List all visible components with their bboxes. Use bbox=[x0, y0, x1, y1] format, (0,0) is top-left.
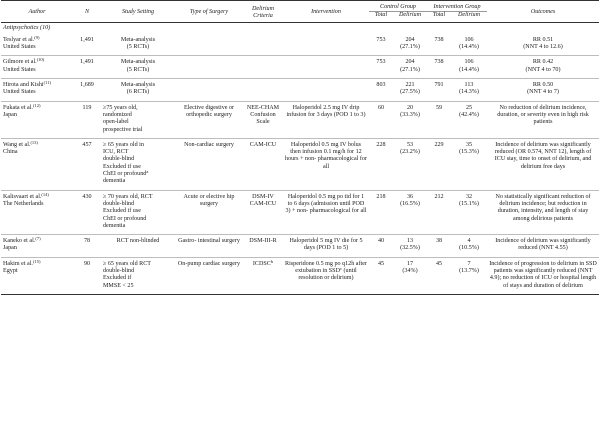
header-intervention-delirium: Delirium bbox=[458, 12, 481, 19]
section-row bbox=[1, 22, 599, 34]
cell-intervention bbox=[283, 235, 369, 258]
footnote-marker: (9) bbox=[34, 34, 40, 40]
cell-criteria bbox=[243, 34, 283, 56]
outcome-line: No statistically significant reduction of delirium incidence; but reduction in duration, intensity, and length of stay among delirious patients bbox=[495, 193, 591, 222]
header-outcomes: Outcomes bbox=[530, 9, 556, 16]
cell-intervention bbox=[283, 34, 369, 56]
setting-line: ChEI or profound bbox=[103, 171, 147, 178]
cell-intervention-delirium bbox=[451, 235, 487, 258]
cell-control-total: 218 bbox=[376, 193, 386, 200]
delirium-value: 20 bbox=[406, 104, 414, 111]
author-country: Japan bbox=[3, 111, 17, 118]
setting-line: randomized bbox=[103, 111, 132, 118]
footnote-marker: (11) bbox=[43, 80, 51, 86]
outcome-line: RR 0.51 bbox=[532, 36, 554, 43]
cell-author bbox=[1, 101, 73, 138]
header-setting: Study Setting bbox=[122, 9, 154, 16]
delirium-value: (42.4%) bbox=[459, 111, 479, 118]
outcome-line: RR 0.42 bbox=[532, 59, 554, 66]
cell-outcomes bbox=[487, 56, 599, 79]
setting-line: (5 RCTs) bbox=[126, 66, 150, 73]
setting-line: Meta-analysis bbox=[120, 82, 156, 89]
setting-line: Excluded if use bbox=[103, 163, 141, 170]
cell-criteria bbox=[243, 138, 283, 190]
delirium-value: (14.3%) bbox=[459, 89, 479, 96]
cell-setting bbox=[101, 257, 175, 294]
cell-control-delirium bbox=[393, 34, 427, 56]
delirium-value: 7 bbox=[467, 260, 471, 267]
criteria-text: NEE-CHAM Confusion Scale bbox=[246, 104, 280, 126]
table-row bbox=[1, 257, 599, 294]
cell-control-delirium bbox=[393, 101, 427, 138]
cell-surgery bbox=[175, 34, 243, 56]
delirium-value: 17 bbox=[406, 260, 414, 267]
cell-setting bbox=[101, 34, 175, 56]
header-surgery: Type of Surgery bbox=[189, 9, 229, 16]
cell-intervention-total: 45 bbox=[435, 260, 443, 267]
cell-control-delirium bbox=[393, 257, 427, 294]
cell-control-delirium bbox=[393, 190, 427, 234]
cell-control-delirium bbox=[393, 138, 427, 190]
cell-intervention-total: 791 bbox=[434, 82, 444, 89]
cell-criteria bbox=[243, 101, 283, 138]
cell-control-total: 753 bbox=[376, 36, 386, 43]
cell-outcomes bbox=[487, 257, 599, 294]
delirium-value: 204 bbox=[405, 36, 415, 43]
author-name: Kalisvaart et al. bbox=[3, 193, 42, 200]
setting-line: Meta-analysis bbox=[120, 59, 156, 66]
cell-intervention-delirium bbox=[451, 79, 487, 102]
cell-control-total: 228 bbox=[376, 141, 386, 148]
outcome-line: (NNT 4 to 7) bbox=[527, 89, 559, 96]
intervention-text: Haloperidol 2.5 mg IV drip infusion for 3 days (POD 1 to 3) bbox=[286, 104, 366, 118]
intervention-text: Haloperidol 5 mg IV die for 5 days (POD 1 to 5) bbox=[289, 238, 363, 252]
cell-control-delirium bbox=[393, 79, 427, 102]
footnote-marker: (12) bbox=[32, 102, 41, 108]
footnote-marker: c bbox=[339, 266, 342, 272]
setting-line: ≥ 65 years old RCT bbox=[103, 260, 152, 267]
criteria-text: DSM-IV CAM-ICU bbox=[249, 193, 277, 207]
author-name: Fukata et al. bbox=[3, 104, 33, 111]
delirium-value: (27.1%) bbox=[400, 66, 420, 73]
delirium-value: (14.4%) bbox=[459, 44, 479, 51]
delirium-value: (14.4%) bbox=[459, 66, 479, 73]
footnote-marker: (10) bbox=[36, 57, 45, 63]
delirium-value: (15.1%) bbox=[459, 200, 479, 207]
cell-n: 90 bbox=[83, 260, 91, 267]
footnote-marker: a bbox=[146, 169, 149, 175]
author-name: Hakim et al. bbox=[3, 260, 33, 267]
setting-line: (5 RCTs) bbox=[126, 44, 150, 51]
cell-n: 430 bbox=[82, 193, 92, 200]
cell-author bbox=[1, 138, 73, 190]
author-name: Teslyar et al. bbox=[3, 36, 35, 43]
delirium-value: (10.5%) bbox=[459, 245, 479, 252]
cell-intervention bbox=[283, 79, 369, 102]
table-row bbox=[1, 79, 599, 102]
setting-line: prospective trial bbox=[103, 126, 143, 133]
study-table bbox=[1, 0, 599, 295]
author-name: Gilmore et al. bbox=[3, 59, 37, 66]
cell-setting bbox=[101, 56, 175, 79]
outcome-line: (NNT 4 to 70) bbox=[525, 66, 561, 73]
footnote-marker: (13) bbox=[30, 139, 38, 145]
section-label: Antipsychotics (10) bbox=[3, 24, 51, 31]
author-name: Wang et al. bbox=[3, 141, 31, 148]
criteria-text: CAM-ICU bbox=[249, 141, 277, 148]
cell-intervention-delirium bbox=[451, 56, 487, 79]
outcome-line: (NNT 4 to 12.6) bbox=[523, 44, 563, 51]
setting-line: (6 RCTs) bbox=[126, 89, 150, 96]
delirium-value: (13.7%) bbox=[459, 268, 479, 275]
cell-outcomes bbox=[487, 34, 599, 56]
header-author: Author bbox=[28, 9, 46, 16]
delirium-value: (27.5%) bbox=[400, 89, 420, 96]
cell-setting bbox=[101, 235, 175, 258]
cell-intervention-total: 212 bbox=[434, 193, 444, 200]
table-row bbox=[1, 56, 599, 79]
cell-criteria bbox=[243, 79, 283, 102]
delirium-value: 221 bbox=[405, 82, 415, 89]
header-n: N bbox=[84, 9, 90, 16]
footnote-marker: (15) bbox=[32, 258, 41, 264]
delirium-value: (34%) bbox=[402, 268, 418, 275]
cell-setting bbox=[101, 190, 175, 234]
delirium-value: 35 bbox=[465, 141, 473, 148]
cell-intervention-total: 738 bbox=[434, 59, 444, 66]
setting-line: Meta-analysis bbox=[120, 36, 156, 43]
delirium-value: 53 bbox=[406, 141, 414, 148]
cell-n: 78 bbox=[83, 238, 91, 245]
outcome-line: Incidence of delirium was significantly reduced (OR 0.574, NNT 12), length of ICU stay, time to onset of delirium, and delirium free days bbox=[494, 141, 592, 170]
cell-intervention bbox=[283, 257, 369, 294]
cell-author bbox=[1, 235, 73, 258]
author-name: Hirota and Kishi bbox=[3, 82, 44, 89]
setting-line: ≥ 70 years old, RCT bbox=[103, 193, 153, 200]
cell-n: 1,689 bbox=[80, 82, 94, 89]
criteria-text: ICDSC bbox=[252, 260, 271, 267]
setting-line: RCT non-blinded bbox=[116, 238, 160, 245]
cell-control-delirium bbox=[393, 235, 427, 258]
cell-surgery: Non-cardiac surgery bbox=[184, 141, 234, 148]
intervention-tail: (until resolution or delirium) bbox=[298, 268, 357, 282]
cell-n: 1,491 bbox=[80, 36, 94, 43]
setting-line: ChEI or profound bbox=[103, 215, 147, 222]
setting-line: ICU, RCT bbox=[103, 149, 129, 156]
header-intervention: Intervention bbox=[311, 9, 341, 16]
footnote-marker: (7) bbox=[35, 236, 41, 242]
author-country: China bbox=[3, 149, 18, 156]
delirium-value: (16.5%) bbox=[400, 200, 420, 207]
header-row bbox=[1, 1, 599, 12]
header-delirium-criteria: Delirium Criteria bbox=[251, 5, 274, 19]
cell-control-total: 60 bbox=[377, 104, 385, 111]
delirium-value: (23.2%) bbox=[400, 149, 420, 156]
cell-author bbox=[1, 56, 73, 79]
cell-intervention-total: 59 bbox=[435, 104, 443, 111]
setting-line: dementia bbox=[103, 222, 126, 229]
setting-line: MMSE < 25 bbox=[103, 282, 134, 289]
delirium-value: 36 bbox=[406, 193, 414, 200]
author-country: The Netherlands bbox=[3, 200, 44, 207]
cell-outcomes bbox=[487, 235, 599, 258]
delirium-value: 113 bbox=[464, 82, 474, 89]
delirium-value: (27.1%) bbox=[400, 44, 420, 51]
setting-line: double-blind bbox=[103, 156, 135, 163]
delirium-value: 106 bbox=[464, 36, 474, 43]
setting-line: dementia bbox=[103, 178, 126, 185]
delirium-value: 106 bbox=[464, 59, 474, 66]
table-row bbox=[1, 138, 599, 190]
setting-line: double-blind bbox=[103, 268, 135, 275]
cell-author bbox=[1, 257, 73, 294]
cell-criteria bbox=[243, 190, 283, 234]
outcome-line: RR 0.50 bbox=[532, 82, 554, 89]
cell-surgery: On-pump cardiac surgery bbox=[177, 260, 241, 267]
intervention-text: Haloperidol 0.5 mg po tid for 1 to 6 days (admission until POD 3) + non- pharmacological for all bbox=[285, 193, 367, 215]
cell-intervention-total: 229 bbox=[434, 141, 444, 148]
cell-setting bbox=[101, 79, 175, 102]
outcome-line: Incidence of progression to delirium in SSD patients was significantly reduced (NNT 4.9); no reduction of ICU or hospital length of stays and duration of delirium bbox=[489, 260, 597, 289]
cell-intervention bbox=[283, 138, 369, 190]
cell-outcomes bbox=[487, 101, 599, 138]
delirium-value: 25 bbox=[465, 104, 473, 111]
footnote-marker: (14) bbox=[41, 191, 49, 197]
header-control-delirium: Delirium bbox=[399, 12, 422, 19]
setting-line: open-label bbox=[103, 119, 129, 126]
cell-author bbox=[1, 34, 73, 56]
header-intervention-group: Intervention Group bbox=[427, 1, 487, 12]
cell-control-total: 40 bbox=[377, 238, 385, 245]
cell-surgery: Acute or elective hip surgery bbox=[183, 193, 235, 207]
author-country: United States bbox=[3, 44, 36, 51]
cell-surgery: Elective digestive or orthopedic surgery bbox=[183, 104, 235, 118]
cell-intervention-total: 738 bbox=[434, 36, 444, 43]
cell-criteria bbox=[243, 56, 283, 79]
author-country: Japan bbox=[3, 245, 17, 252]
cell-intervention-delirium bbox=[451, 101, 487, 138]
cell-author bbox=[1, 79, 73, 102]
cell-outcomes bbox=[487, 79, 599, 102]
cell-intervention-delirium bbox=[451, 190, 487, 234]
cell-intervention bbox=[283, 190, 369, 234]
header-control-total: Total bbox=[374, 12, 388, 19]
setting-line: ≥75 years old, bbox=[103, 104, 138, 111]
delirium-value: (15.3%) bbox=[459, 149, 479, 156]
cell-control-delirium bbox=[393, 56, 427, 79]
setting-line: double-blind bbox=[103, 200, 135, 207]
cell-surgery bbox=[175, 79, 243, 102]
cell-criteria bbox=[243, 235, 283, 258]
cell-surgery: Gastro- intestinal surgery bbox=[178, 238, 240, 245]
cell-surgery bbox=[175, 56, 243, 79]
criteria-text: DSM-III-R bbox=[249, 238, 277, 245]
table-row bbox=[1, 34, 599, 56]
cell-control-total: 753 bbox=[376, 59, 386, 66]
setting-line: Excluded if bbox=[103, 275, 132, 282]
delirium-value: 32 bbox=[465, 193, 473, 200]
intervention-text: Haloperidol 0.5 mg IV bolus then infusion 0.1 mg/h for 12 hours + non- pharmacological for all bbox=[285, 141, 367, 170]
outcome-line: Incidence of delirium was significantly reduced (NNT 4.55) bbox=[495, 238, 591, 252]
header-control-group: Control Group bbox=[369, 1, 427, 12]
cell-intervention-delirium bbox=[451, 138, 487, 190]
cell-outcomes bbox=[487, 138, 599, 190]
delirium-value: (33.3%) bbox=[400, 111, 420, 118]
cell-criteria bbox=[243, 257, 283, 294]
cell-n: 1,491 bbox=[80, 59, 94, 66]
cell-outcomes bbox=[487, 190, 599, 234]
author-country: Egypt bbox=[3, 268, 18, 275]
cell-intervention bbox=[283, 56, 369, 79]
header-intervention-total: Total bbox=[432, 12, 446, 19]
cell-author bbox=[1, 190, 73, 234]
outcome-line: No reduction of delirium incidence, duration, or severity even in high risk patients bbox=[497, 104, 589, 126]
cell-setting bbox=[101, 101, 175, 138]
cell-intervention-delirium bbox=[451, 34, 487, 56]
author-country: United States bbox=[3, 89, 36, 96]
setting-line: Excluded if use bbox=[103, 208, 141, 215]
cell-control-total: 45 bbox=[377, 260, 385, 267]
author-name: Kaneko et al. bbox=[3, 238, 36, 245]
footnote-marker: b bbox=[270, 258, 274, 264]
table-row bbox=[1, 190, 599, 234]
cell-intervention-total: 38 bbox=[435, 238, 443, 245]
setting-line: ≥ 65 years old in bbox=[103, 141, 144, 148]
cell-control-total: 803 bbox=[376, 82, 386, 89]
delirium-value: (32.5%) bbox=[400, 245, 420, 252]
cell-n: 119 bbox=[82, 104, 92, 111]
delirium-value: 13 bbox=[406, 238, 414, 245]
table-row bbox=[1, 235, 599, 258]
table-row bbox=[1, 101, 599, 138]
cell-intervention bbox=[283, 101, 369, 138]
delirium-value: 204 bbox=[405, 59, 415, 66]
cell-n: 457 bbox=[82, 141, 92, 148]
cell-setting bbox=[101, 138, 175, 190]
author-country: United States bbox=[3, 66, 36, 73]
cell-intervention-delirium bbox=[451, 257, 487, 294]
intervention-text: Risperidone 0.5 mg po q12h after extubation in SSD bbox=[285, 260, 367, 275]
delirium-value: 4 bbox=[467, 238, 471, 245]
